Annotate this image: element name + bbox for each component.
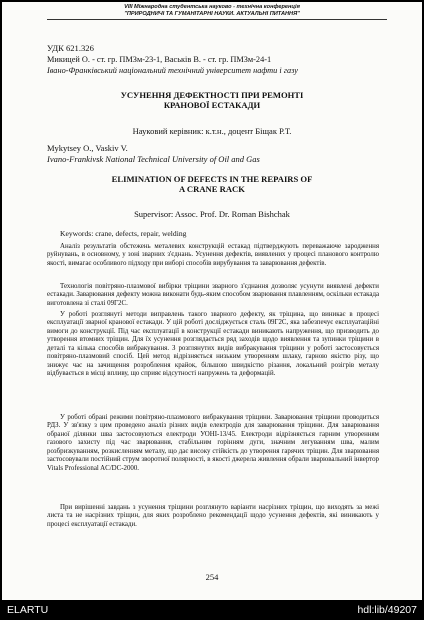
- paragraph-3: У роботі розглянуті методи виправлень такого зварного дефекту, як тріщина, що виникає в процесі експлуатації зварної кранової естакади. У цій роботі досліджується сталь 09Г2С, яка забезпечує експлуатаційні вимоги до конструкції. Під час експлуатації в конструкції естакади виникають напруження, що призводить до утворення втомних тріщин. Для їх усунення розглядається ряд заходів щодо виявлення та зупинки тріщини в деталі та кілька способів вибракування. З розглянутих видів вибракування тріщини у роботі застосовується повітряно-плазмовий спосіб. Цей метод відрізняється низьким утворенням шлаку, гарною якістю різу, що знижує час на зачищення розроблення крайок, більшою швидкістю різання, локальний розігрів металу відбувається в місці впливу, що сприяє відсутності напружень та деформацій.: [47, 311, 379, 378]
- document-page: [2, 2, 422, 600]
- keywords: Keywords: crane, defects, repair, welding: [60, 229, 187, 238]
- paragraph-5: При вирішенні завдань з усунення тріщини розглянуто варіанти насрізних тріщин, що виходять за межі листа та не насрізних тріщин, для яких розроблено рекомендації щодо усунення дефектів, які виникають у процесі експлуатації естакади.: [47, 504, 379, 528]
- repository-name: ELARTU: [7, 604, 49, 616]
- conference-header: [2, 4, 422, 17]
- authors-ua: Микицей О. - ст. гр. ПМЗм-23-1, Васьків В. - ст. гр. ПМЗм-24-1: [47, 55, 272, 64]
- title-en-line-2: A CRANE RACK: [179, 184, 245, 194]
- paragraph-2: Технологія повітряно-плазмової вибірки тріщини зварного з'єднання дозволяє усунути виявлені дефекти естакади. Заварювання дефекту можна виконати будь-яким способом зварювання плавленням, оскільки естакада виготовлена зі сталі 09Г2С.: [47, 283, 380, 307]
- authors-en: Mykytsey O., Vaskiv V.: [47, 143, 128, 153]
- page-number: 254: [205, 572, 219, 582]
- title-ua-line-2: КРАНОВОЇ ЕСТАКАДИ: [163, 100, 261, 110]
- header-rule: [47, 19, 387, 20]
- supervisor-en: Supervisor: Assoc. Prof. Dr. Roman Bishchak: [134, 209, 290, 219]
- title-ua-line-1: УСУНЕННЯ ДЕФЕКТНОСТІ ПРИ РЕМОНТІ: [120, 90, 304, 100]
- conference-line-2: "ПРИРОДНИЧІ ТА ГУМАНІТАРНІ НАУКИ. АКТУАЛЬНІ ПИТАННЯ": [124, 10, 300, 17]
- title-en-line-1: ELIMINATION OF DEFECTS IN THE REPAIRS OF: [111, 174, 313, 184]
- footer-bar: [0, 602, 424, 620]
- handle-id: hdl:lib/49207: [357, 604, 417, 616]
- university-en: Ivano-Frankivsk National Technical University of Oil and Gas: [47, 154, 260, 164]
- university-ua: Івано-Франківський національний технічний університет нафти і газу: [47, 66, 298, 75]
- conference-line-1: VIII Міжнародна студентська науково - технічна конференція: [124, 4, 300, 10]
- supervisor-ua: Науковий керівник: к.т.н., доцент Біщак Р.Т.: [132, 126, 292, 136]
- paragraph-1: Аналіз результатів обстежень металевих конструкцій естакад підтверджують переважаюче зародження руйнувань, в основному, у зоні зварних з'єднань. Усунення дефектів, виявлених у процесі планового контролю якості, вимагає особливого підходу при виборі способів вирубування та заварювання дефектів.: [47, 243, 379, 267]
- paragraph-4: У роботі обрані режими повітряно-плазмового вибракування тріщини. Заварювання тріщини проводиться РДЗ. У зв'язку з цим проведено аналіз різних видів електродів для заварювання тріщини. Для заварювання обраної ділянки шва застосовуються електроди УОНІ-13/45. Електроди відрізняється гарним утворенням газового захисту під час зварювання, стабільним горінням дуги, значним легуванням шва, малим розбризкуванням, розкисленням металу, що дає високу стійкість до утворення гарячих тріщин. Для зварювання застосовували постійний струм зворотної полярності, в якості джерела живлення обрали зварювальний інвертор Vitals Professional AC/DC-2000.: [47, 414, 379, 472]
- udc-code: УДК 621.326: [47, 43, 94, 53]
